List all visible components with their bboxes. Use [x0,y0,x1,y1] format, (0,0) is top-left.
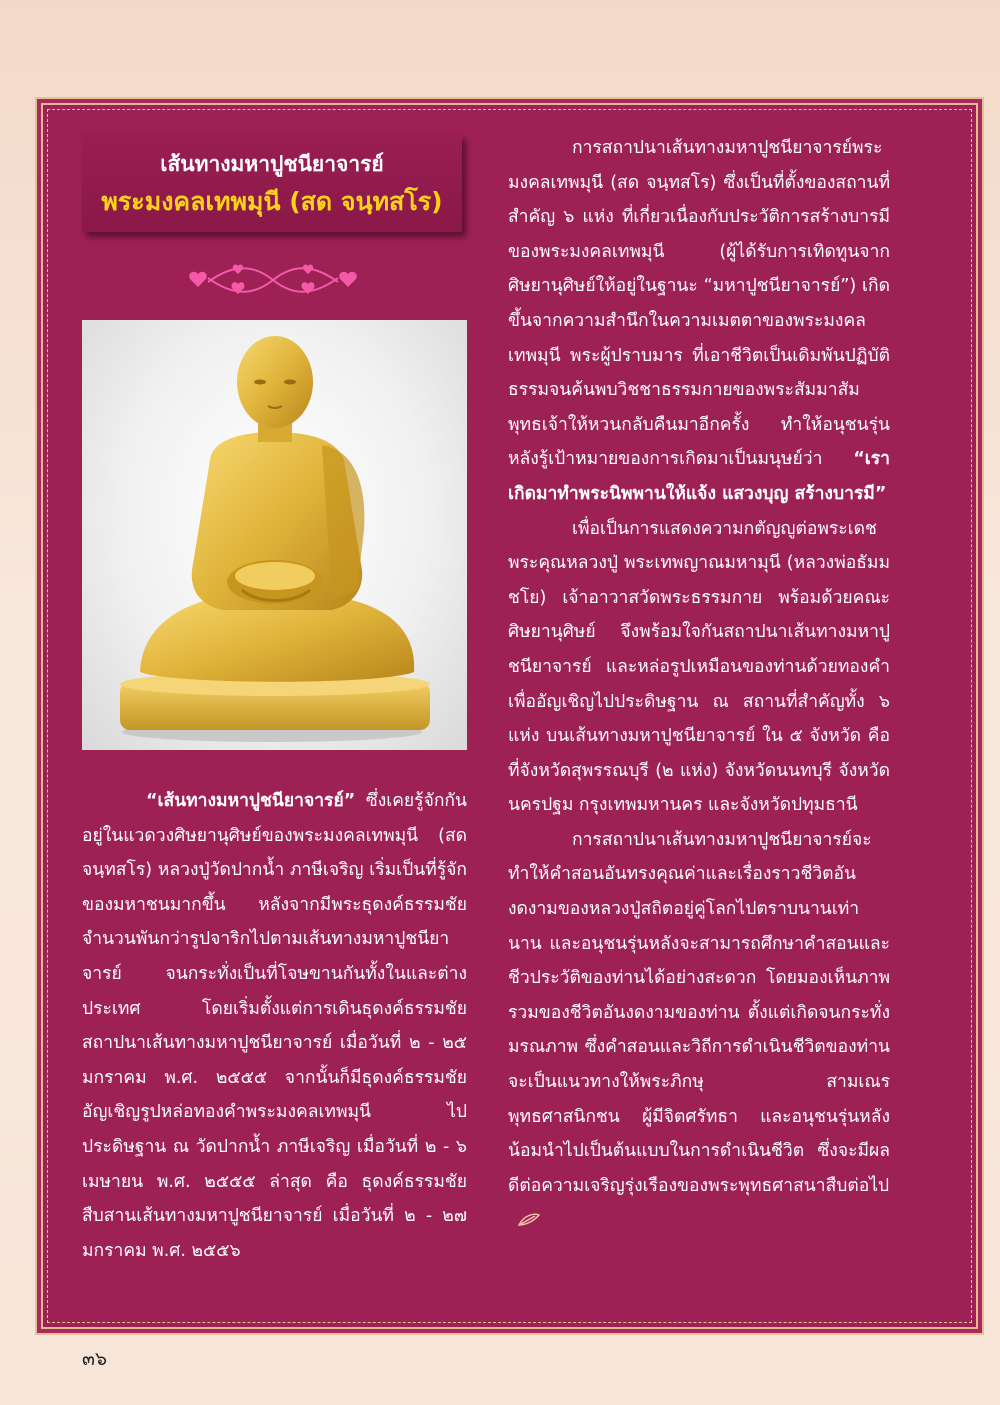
right-paragraph-2-text: เพื่อเป็นการแสดงความกตัญญูต่อพระเดชพระคุณหลวงปู่ พระเทพญาณมหามุนี (หลวงพ่อธัมมชโย) เจ้าอาวาสวัดพระธรรมกาย พร้อมด้วยคณะศิษยานุศิษย์ จึงพร้อมใจกันสถาปนาเส้นทางมหาปูชนียาจารย์ และหล่อรูปเหมือนของท่านด้วยทองคำ เพื่ออัญเชิญไปประดิษฐาน ณ สถานที่สำคัญทั้ง ๖ แห่ง บนเส้นทางมหาปูชนียาจารย์ ใน ๕ จังหวัด คือ ที่จังหวัดสุพรรณบุรี (๒ แห่ง) จังหวัดนนทบุรี จังหวัดนครปฐม กรุงเทพมหานคร และจังหวัดปทุมธานี [508,518,890,816]
title-box [82,134,462,232]
right-paragraph-2 [508,512,890,823]
left-paragraph-bold-phrase: “เส้นทางมหาปูชนียาจารย์” [146,791,356,811]
right-paragraph-3 [508,823,890,1238]
right-paragraph-3-text: การสถาปนาเส้นทางมหาปูชนียาจารย์จะทำให้คำสอนอันทรงคุณค่าและเรื่องราวชีวิตอันงดงามของหลวงปู่สถิตอยู่คู่โลกไปตราบนานเท่านาน และอนุชนรุ่นหลังจะสามารถศึกษาคำสอนและชีวประวัติของท่านได้อย่างสะดวก โดยมองเห็นภาพรวมของชีวิตอันงดงามของท่าน ตั้งแต่เกิดจนกระทั่งมรณภาพ ซึ่งคำสอนและวิถีการดำเนินชีวิตของท่านจะเป็นแนวทางให้พระภิกษุ สามเณร พุทธศาสนิกชน ผู้มีจิตศรัทธา และอนุชนรุ่นหลังน้อมนำไปเป็นต้นแบบในการดำเนินชีวิต ซึ่งจะมีผลดีต่อความเจริญรุ่งเรืองของพระพุทธศาสนาสืบต่อไป [508,829,890,1196]
page-number: ๓๖ [82,1348,108,1370]
title-line-2: พระมงคลเทพมุนี (สด จนฺทสโร) [101,187,443,216]
right-paragraph-1-bold-quote: “เราเกิดมาทำพระนิพพานให้แจ้ง แสวงบุญ สร้างบารมี” [508,449,890,504]
golden-buddha-statue-image [82,320,467,750]
statue-photo [82,320,467,750]
heart-vine-ornament-icon [188,260,358,296]
title-line-1: เส้นทางมหาปูชนียาจารย์ [160,152,384,176]
right-paragraph-1-text: การสถาปนาเส้นทางมหาปูชนียาจารย์พระมงคลเทพมุนี (สด จนฺทสโร) ซึ่งเป็นที่ตั้งของสถานที่สำคัญ ๖ แห่ง ที่เกี่ยวเนื่องกับประวัติการสร้างบารมีของพระมงคลเทพมุนี (ผู้ได้รับการเทิดทูนจากศิษยานุศิษย์ให้อยู่ในฐานะ “มหาปูชนียาจารย์”) เกิดขึ้นจากความสำนึกในความเมตตาของพระมงคลเทพมุนี พระผู้ปราบมาร ที่เอาชีวิตเป็นเดิมพันปฏิบัติธรรมจนค้นพบวิชชาธรรมกายของพระสัมมาสัมพุทธเจ้าให้หวนกลับคืนมาอีกครั้ง ทำให้อนุชนรุ่นหลังรู้เป้าหมายของการเกิดมาเป็นมนุษย์ว่า [508,138,890,470]
left-column-paragraph [82,784,467,1268]
leaf-end-icon [518,1213,540,1227]
right-paragraph-1 [508,131,890,512]
left-paragraph-text: ซึ่งเคยรู้จักกันอยู่ในแวดวงศิษยานุศิษย์ของพระมงคลเทพมุนี (สด จนฺทสโร) หลวงปู่วัดปากน้ำ ภาษีเจริญ เริ่มเป็นที่รู้จักของมหาชนมากขึ้น หลังจากมีพระธุดงค์ธรรมชัยจำนวนพันกว่ารูปจาริกไปตามเส้นทางมหาปูชนียาจารย์ จนกระทั่งเป็นที่โจษขานกันทั้งในและต่างประเทศ โดยเริ่มตั้งแต่การเดินธุดงค์ธรรมชัยสถาปนาเส้นทางมหาปูชนียาจารย์ เมื่อวันที่ ๒ - ๒๕ มกราคม พ.ศ. ๒๕๕๕ จากนั้นก็มีธุดงค์ธรรมชัยอัญเชิญรูปหล่อทองคำพระมงคลเทพมุนี ไปประดิษฐาน ณ วัดปากน้ำ ภาษีเจริญ เมื่อวันที่ ๒ - ๖ เมษายน พ.ศ. ๒๕๕๕ ล่าสุด คือ ธุดงค์ธรรมชัยสืบสานเส้นทางมหาปูชนียาจารย์ เมื่อวันที่ ๒ - ๒๗ มกราคม พ.ศ. ๒๕๕๖ [82,791,467,1261]
right-column-text [508,131,890,1238]
